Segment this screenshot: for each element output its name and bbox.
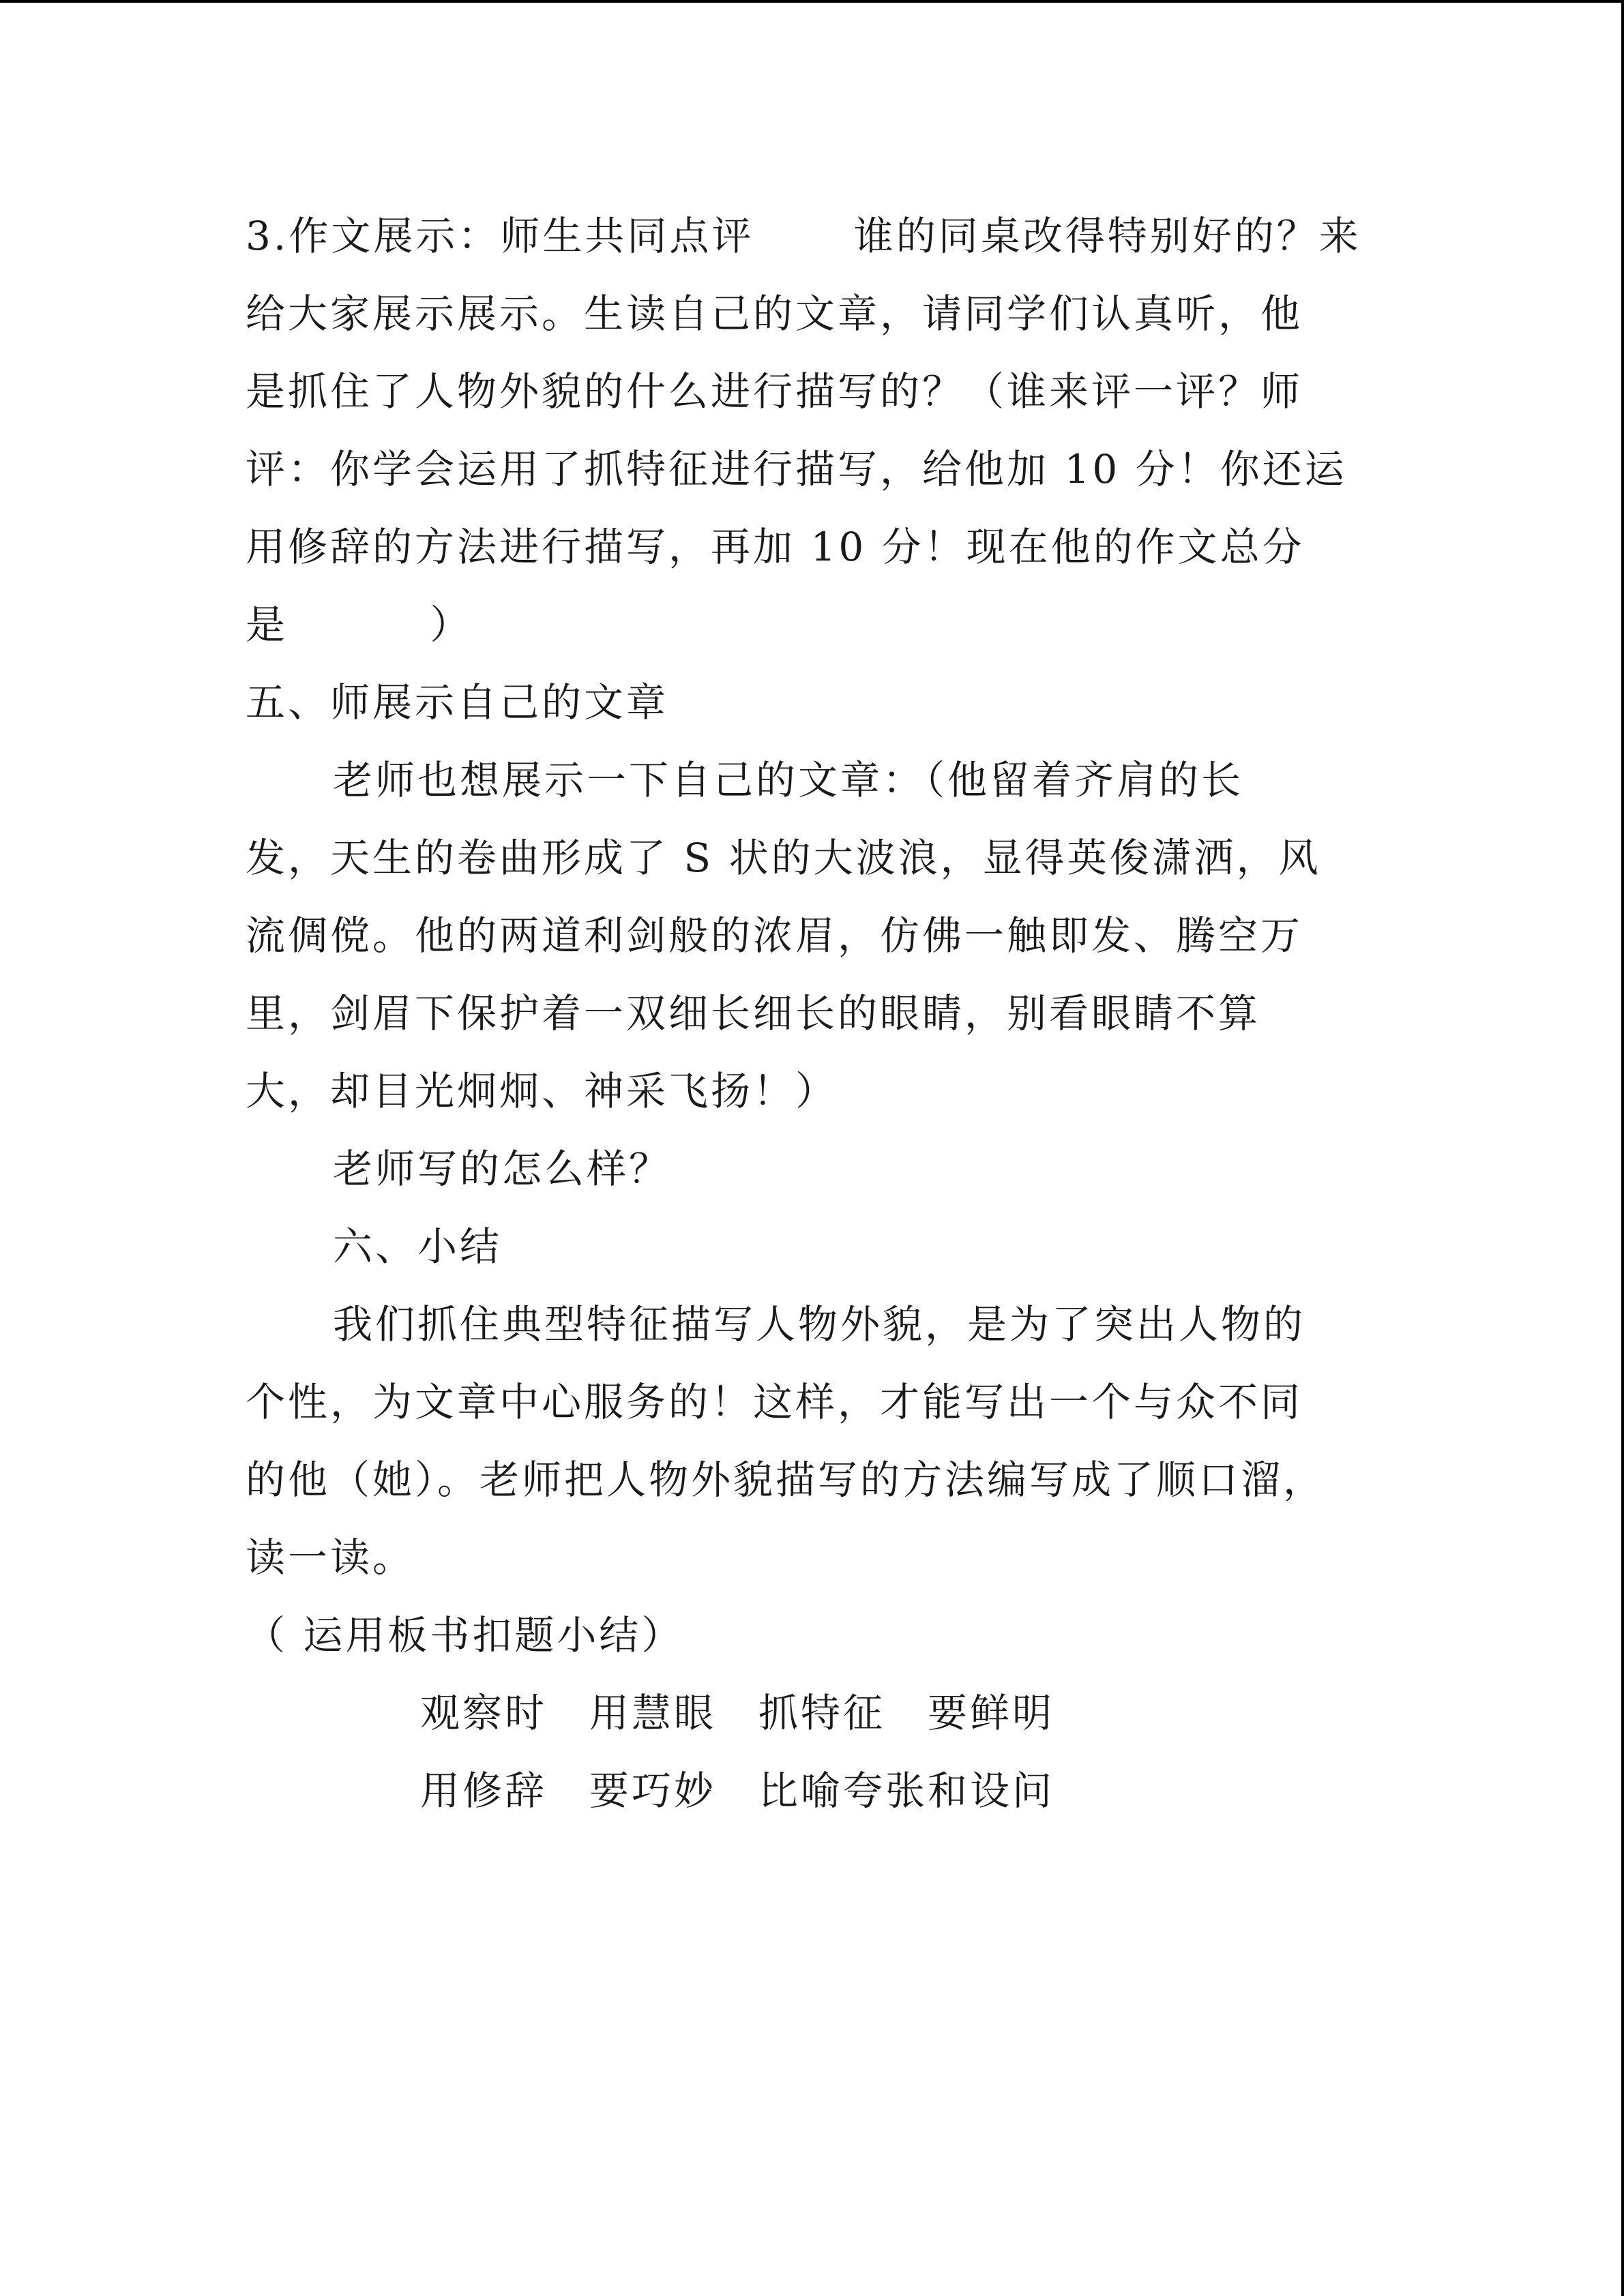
- board-phrase: 要鲜明: [928, 1690, 1055, 1736]
- paragraph-line: 大，却目光炯炯、神采飞扬！）: [246, 1068, 838, 1114]
- board-phrase: 观察时: [420, 1690, 548, 1736]
- paragraph-line: 读一读。: [246, 1534, 415, 1581]
- paragraph-line: 给大家展示展示。生读自己的文章，请同学们认真听，他: [246, 290, 1303, 337]
- board-summary-row: [420, 1763, 1097, 1818]
- paragraph-line: 是抓住了人物外貌的什么进行描写的？（谁来评一评？师: [246, 368, 1303, 415]
- paragraph-line: 评：你学会运用了抓特征进行描写，给他加 10 分！你还运: [246, 446, 1347, 492]
- paragraph-line: 发，天生的卷曲形成了 S 状的大波浪，显得英俊潇洒，风: [246, 835, 1321, 881]
- paragraph-line: 老师写的怎么样？: [333, 1146, 672, 1192]
- section-heading: 六、小结: [333, 1223, 503, 1270]
- paragraph-line: 我们抓住典型特征描写人物外貌，是为了突出人物的: [333, 1301, 1306, 1347]
- paragraph-line: 用修辞的方法进行描写，再加 10 分！现在他的作文总分: [246, 524, 1305, 570]
- paragraph-line: 个性，为文章中心服务的！这样，才能写出一个与众不同: [246, 1379, 1303, 1425]
- paragraph-line: 是 ）: [246, 601, 473, 648]
- paragraph-line: 的他（她）。老师把人物外貌描写的方法编写成了顺口溜，: [246, 1457, 1326, 1503]
- paragraph-line: 老师也想展示一下自己的文章：（他留着齐肩的长: [333, 757, 1244, 803]
- board-phrase: 用慧眼: [589, 1690, 717, 1736]
- page-right-border: [1621, 0, 1624, 2296]
- board-phrase: 抓特征: [758, 1690, 886, 1736]
- page-top-border: [0, 0, 1624, 3]
- paragraph-line: 流倜傥。他的两道利剑般的浓眉，仿佛一触即发、腾空万: [246, 912, 1303, 959]
- board-summary-row: [420, 1686, 1097, 1740]
- paragraph-line: 里，剑眉下保护着一双细长细长的眼睛，别看眼睛不算: [246, 990, 1261, 1037]
- board-phrase: 要巧妙: [589, 1768, 717, 1814]
- board-phrase: 用修辞: [420, 1768, 548, 1814]
- paragraph-line: （ 运用板书扣题小结）: [246, 1612, 684, 1658]
- board-phrase: 比喻夸张和设问: [758, 1768, 1055, 1814]
- paragraph-line: 3.作文展示：师生共同点评 谁的同桌改得特别好的？来: [246, 213, 1361, 259]
- section-heading: 五、师展示自己的文章: [246, 679, 669, 726]
